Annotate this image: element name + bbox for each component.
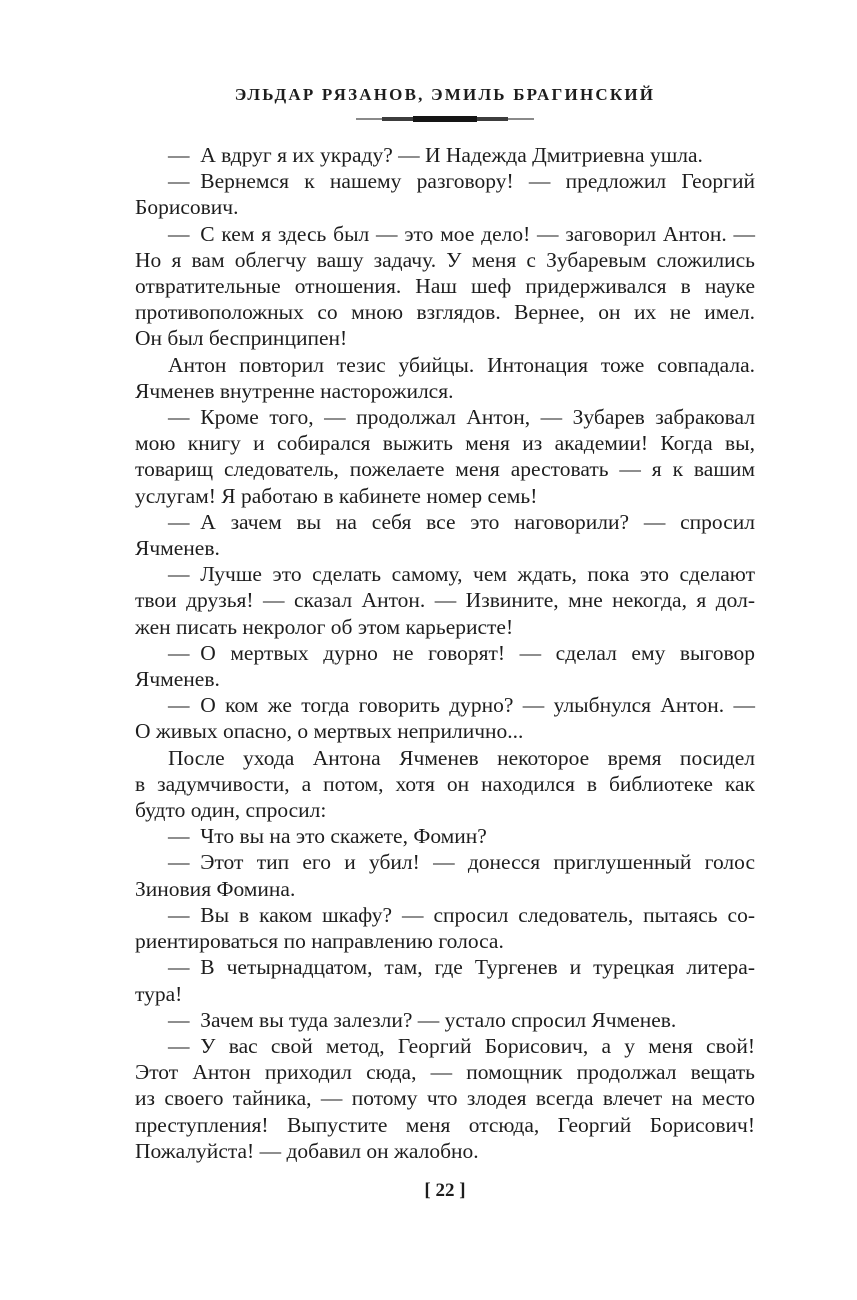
paragraph xyxy=(135,168,755,220)
text-line: Ячменев внутренне насторожился. xyxy=(135,378,454,403)
text-line: Пожалуйста! — добавил он жалобно. xyxy=(135,1138,479,1163)
text-line: О живых опасно, о мертвых неприлично... xyxy=(135,719,524,744)
paragraph xyxy=(135,561,755,640)
running-head-authors: ЭЛЬДАР РЯЗАНОВ, ЭМИЛЬ БРАГИНСКИЙ xyxy=(234,85,656,104)
text-line: отвратительные отношения. Наш шеф придерживался в науке xyxy=(135,274,755,299)
text-line: товарищ следователь, пожелаете меня арестовать — я к вашим xyxy=(135,457,755,482)
text-line: жен писать некролог об этом карьеристе! xyxy=(135,614,514,639)
page-number: [ 22 ] xyxy=(424,1179,466,1201)
paragraph xyxy=(135,352,755,404)
text-line: — О ком же тогда говорить дурно? — улыбнулся Антон. — xyxy=(168,693,755,718)
text-line: Но я вам облегчу вашу задачу. У меня с Зубаревым сложились xyxy=(135,247,755,272)
text-line: противоположных со мною взглядов. Вернее, он их не имел. xyxy=(135,300,755,325)
text-line: — Этот тип его и убил! — донесся приглушенный голос xyxy=(168,850,755,875)
text-line: — Лучше это сделать самому, чем ждать, пока это сделают xyxy=(168,562,755,587)
text-line: — С кем я здесь был — это мое дело! — заговорил Антон. — xyxy=(168,221,755,246)
text-line: — А вдруг я их украду? — И Надежда Дмитриевна ушла. xyxy=(168,143,703,167)
paragraph xyxy=(135,509,755,561)
text-line: Он был беспринципен! xyxy=(135,326,348,351)
text-line: Антон повторил тезис убийцы. Интонация тоже совпадала. xyxy=(168,352,755,377)
paragraph xyxy=(135,1033,755,1164)
paragraph xyxy=(135,692,755,744)
text-block xyxy=(135,142,755,1164)
text-line: Зиновия Фомина. xyxy=(135,876,296,901)
paragraph xyxy=(135,142,755,168)
text-line: Ячменев. xyxy=(135,667,220,692)
text-line: из своего тайника, — потому что злодея всегда влечет на место xyxy=(135,1086,755,1111)
text-line: — В четырнадцатом, там, где Тургенев и турецкая литера- xyxy=(168,955,755,980)
paragraph xyxy=(135,902,755,954)
text-line: в задумчивости, а потом, хотя он находился в библиотеке как xyxy=(135,771,755,796)
text-line: — У вас свой метод, Георгий Борисович, а у меня свой! xyxy=(168,1033,755,1058)
paragraph xyxy=(135,823,755,849)
text-line: — Кроме того, — продолжал Антон, — Зубарев забраковал xyxy=(168,405,755,430)
paragraph xyxy=(135,849,755,901)
text-line: Этот Антон приходил сюда, — помощник продолжал вещать xyxy=(135,1060,755,1085)
text-line: риентироваться по направлению голоса. xyxy=(135,929,504,954)
text-line: Ячменев. xyxy=(135,536,220,561)
paragraph xyxy=(135,954,755,1006)
text-line: услугам! Я работаю в кабинете номер семь! xyxy=(135,483,538,508)
text-line: — Вернемся к нашему разговору! — предложил Георгий xyxy=(168,169,755,194)
text-line: твои друзья! — сказал Антон. — Извините, мне некогда, я дол- xyxy=(135,588,755,613)
text-line: — О мертвых дурно не говорят! — сделал ему выговор xyxy=(168,640,755,665)
paragraph xyxy=(135,221,755,352)
divider-thick-rule xyxy=(413,116,477,122)
text-line: После ухода Антона Ячменев некоторое время посидел xyxy=(168,745,755,770)
text-line: — Зачем вы туда залезли? — устало спросил Ячменев. xyxy=(168,1007,677,1032)
text-line: преступления! Выпустите меня отсюда, Георгий Борисович! xyxy=(135,1112,755,1137)
paragraph xyxy=(135,404,755,509)
text-line: — Что вы на это скажете, Фомин? xyxy=(168,824,487,849)
paragraph xyxy=(135,1007,755,1033)
text-line: будто один, спросил: xyxy=(135,798,327,823)
text-line: Борисович. xyxy=(135,195,239,220)
text-line: мою книгу и собирался выжить меня из академии! Когда вы, xyxy=(135,431,755,456)
text-line: — Вы в каком шкафу? — спросил следователь, пытаясь со- xyxy=(168,902,755,927)
paragraph xyxy=(135,640,755,692)
text-line: — А зачем вы на себя все это наговорили? — спросил xyxy=(168,509,755,534)
paragraph xyxy=(135,745,755,824)
page-content xyxy=(135,85,755,1203)
text-line: тура! xyxy=(135,981,183,1006)
header-divider-ornament xyxy=(356,115,534,122)
